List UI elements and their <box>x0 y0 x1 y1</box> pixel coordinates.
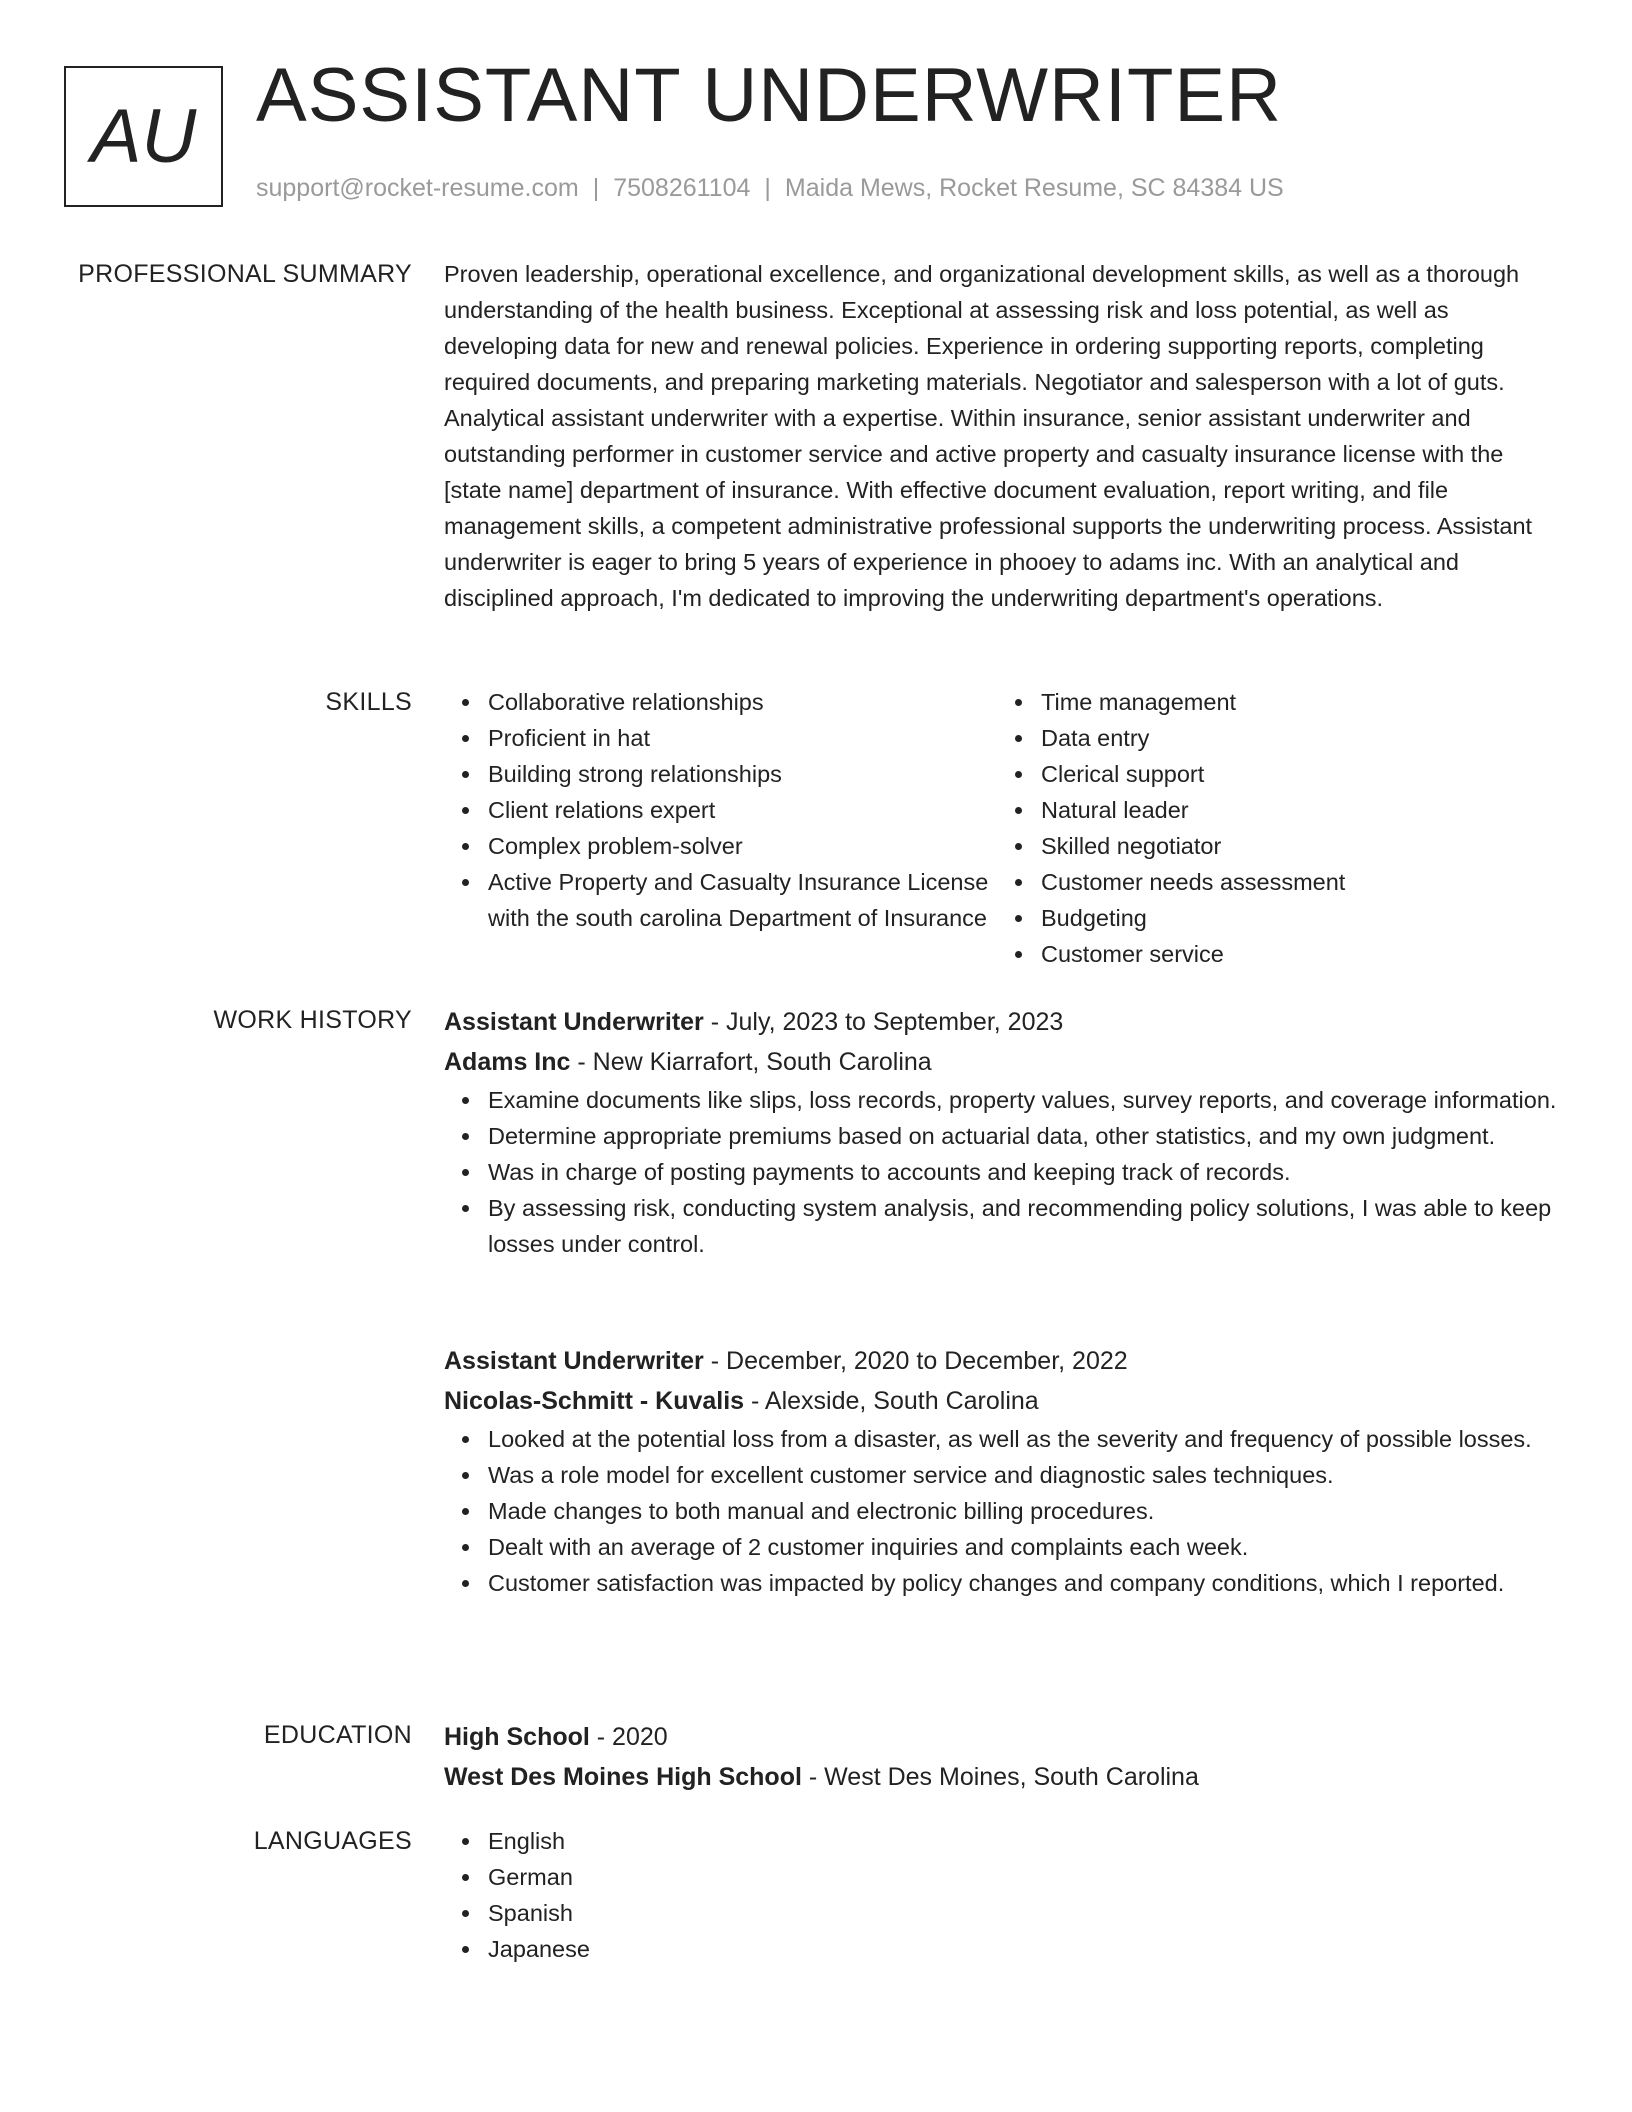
job-title: Assistant Underwriter <box>444 1347 704 1375</box>
job-bullet: Was a role model for excellent customer service and diagnostic sales techniques. <box>488 1457 1564 1493</box>
job-dates: - July, 2023 to September, 2023 <box>703 1008 1064 1036</box>
skill-item: Data entry <box>1041 720 1564 756</box>
contact-line <box>256 174 1284 203</box>
work-body <box>444 1002 1564 1262</box>
education-location: - West Des Moines, South Carolina <box>801 1763 1199 1791</box>
job-bullet: Examine documents like slips, loss records, property values, survey reports, and coverage information. <box>488 1082 1564 1118</box>
job-dates: - December, 2020 to December, 2022 <box>703 1347 1128 1375</box>
job-company: Nicolas-Schmitt - Kuvalis <box>444 1387 745 1415</box>
job-bullet: By assessing risk, conducting system analysis, and recommending policy solutions, I was able to keep losses under control. <box>488 1190 1564 1262</box>
job-entry <box>444 1002 1564 1262</box>
languages-body <box>444 1823 1564 1967</box>
job-bullet: Dealt with an average of 2 customer inquiries and complaints each week. <box>488 1529 1564 1565</box>
skill-item: Customer needs assessment <box>1041 864 1564 900</box>
language-item: German <box>488 1859 1564 1895</box>
contact-email: support@rocket-resume.com <box>256 174 579 202</box>
section-label-summary: PROFESSIONAL SUMMARY <box>78 260 412 288</box>
language-item: English <box>488 1823 1564 1859</box>
job-company: Adams Inc <box>444 1048 571 1076</box>
skill-item: Customer service <box>1041 936 1564 972</box>
education-degree: High School <box>444 1723 590 1751</box>
job-title-line <box>444 1341 1564 1381</box>
skill-item: Budgeting <box>1041 900 1564 936</box>
job-bullets <box>444 1082 1564 1262</box>
summary-body <box>444 256 1564 616</box>
education-school-line <box>444 1757 1564 1797</box>
skills-columns <box>444 684 1564 972</box>
section-label-education: EDUCATION <box>263 1721 412 1749</box>
job-bullet: Was in charge of posting payments to accounts and keeping track of records. <box>488 1154 1564 1190</box>
job-entry <box>444 1341 1564 1601</box>
skill-item: Building strong relationships <box>488 756 997 792</box>
education-year: - 2020 <box>589 1723 668 1751</box>
contact-address: Maida Mews, Rocket Resume, SC 84384 US <box>784 174 1284 202</box>
work-body-2 <box>444 1341 1564 1601</box>
skills-list-left <box>444 684 997 972</box>
section-label-languages: LANGUAGES <box>253 1827 412 1855</box>
languages-list <box>444 1823 1564 1967</box>
job-location: - Alexside, South Carolina <box>744 1387 1039 1415</box>
job-title: Assistant Underwriter <box>444 1008 704 1036</box>
job-company-line <box>444 1042 1564 1082</box>
education-body <box>444 1717 1564 1797</box>
contact-phone: 7508261104 <box>613 174 751 202</box>
education-school: West Des Moines High School <box>444 1763 802 1791</box>
contact-separator: | <box>764 174 771 202</box>
section-label-work: WORK HISTORY <box>213 1006 412 1034</box>
skill-item: Clerical support <box>1041 756 1564 792</box>
job-title-line <box>444 1002 1564 1042</box>
skills-list-right <box>997 684 1564 972</box>
job-bullet: Customer satisfaction was impacted by policy changes and company conditions, which I reported. <box>488 1565 1564 1601</box>
monogram-badge: AU <box>64 66 223 207</box>
skill-item: Natural leader <box>1041 792 1564 828</box>
skill-item: Client relations expert <box>488 792 997 828</box>
contact-separator: | <box>592 174 600 202</box>
page-title: ASSISTANT UNDERWRITER <box>256 53 1282 138</box>
job-bullet: Made changes to both manual and electronic billing procedures. <box>488 1493 1564 1529</box>
skills-body <box>444 684 1564 972</box>
skill-item: Proficient in hat <box>488 720 997 756</box>
skill-item: Complex problem-solver <box>488 828 997 864</box>
section-label-skills: SKILLS <box>325 688 412 716</box>
language-item: Japanese <box>488 1931 1564 1967</box>
job-company-line <box>444 1381 1564 1421</box>
language-item: Spanish <box>488 1895 1564 1931</box>
skill-item: Active Property and Casualty Insurance License with the south carolina Department of Insurance <box>488 864 997 936</box>
education-degree-line <box>444 1717 1564 1757</box>
job-bullet: Looked at the potential loss from a disaster, as well as the severity and frequency of possible losses. <box>488 1421 1564 1457</box>
job-bullets <box>444 1421 1564 1601</box>
skill-item: Skilled negotiator <box>1041 828 1564 864</box>
skill-item: Collaborative relationships <box>488 684 997 720</box>
job-location: - New Kiarrafort, South Carolina <box>570 1048 932 1076</box>
summary-text: Proven leadership, operational excellence, and organizational development skills, as well as a thorough understanding of the health business. Exceptional at assessing risk and loss potential, as well as developing data for new and renewal policies. Experience in ordering supporting reports, completing required documents, and preparing marketing materials. Negotiator and salesperson with a lot of guts. Analytical assistant underwriter with a expertise. Within insurance, senior assistant underwriter and outstanding performer in customer service and active property and casualty insurance license with the [state name] department of insurance. With effective document evaluation, report writing, and file management skills, a competent administrative professional supports the underwriting process. Assistant underwriter is eager to bring 5 years of experience in phooey to adams inc. With an analytical and disciplined approach, I'm dedicated to improving the underwriting department's operations. <box>444 261 1533 611</box>
job-bullet: Determine appropriate premiums based on actuarial data, other statistics, and my own judgment. <box>488 1118 1564 1154</box>
skill-item: Time management <box>1041 684 1564 720</box>
